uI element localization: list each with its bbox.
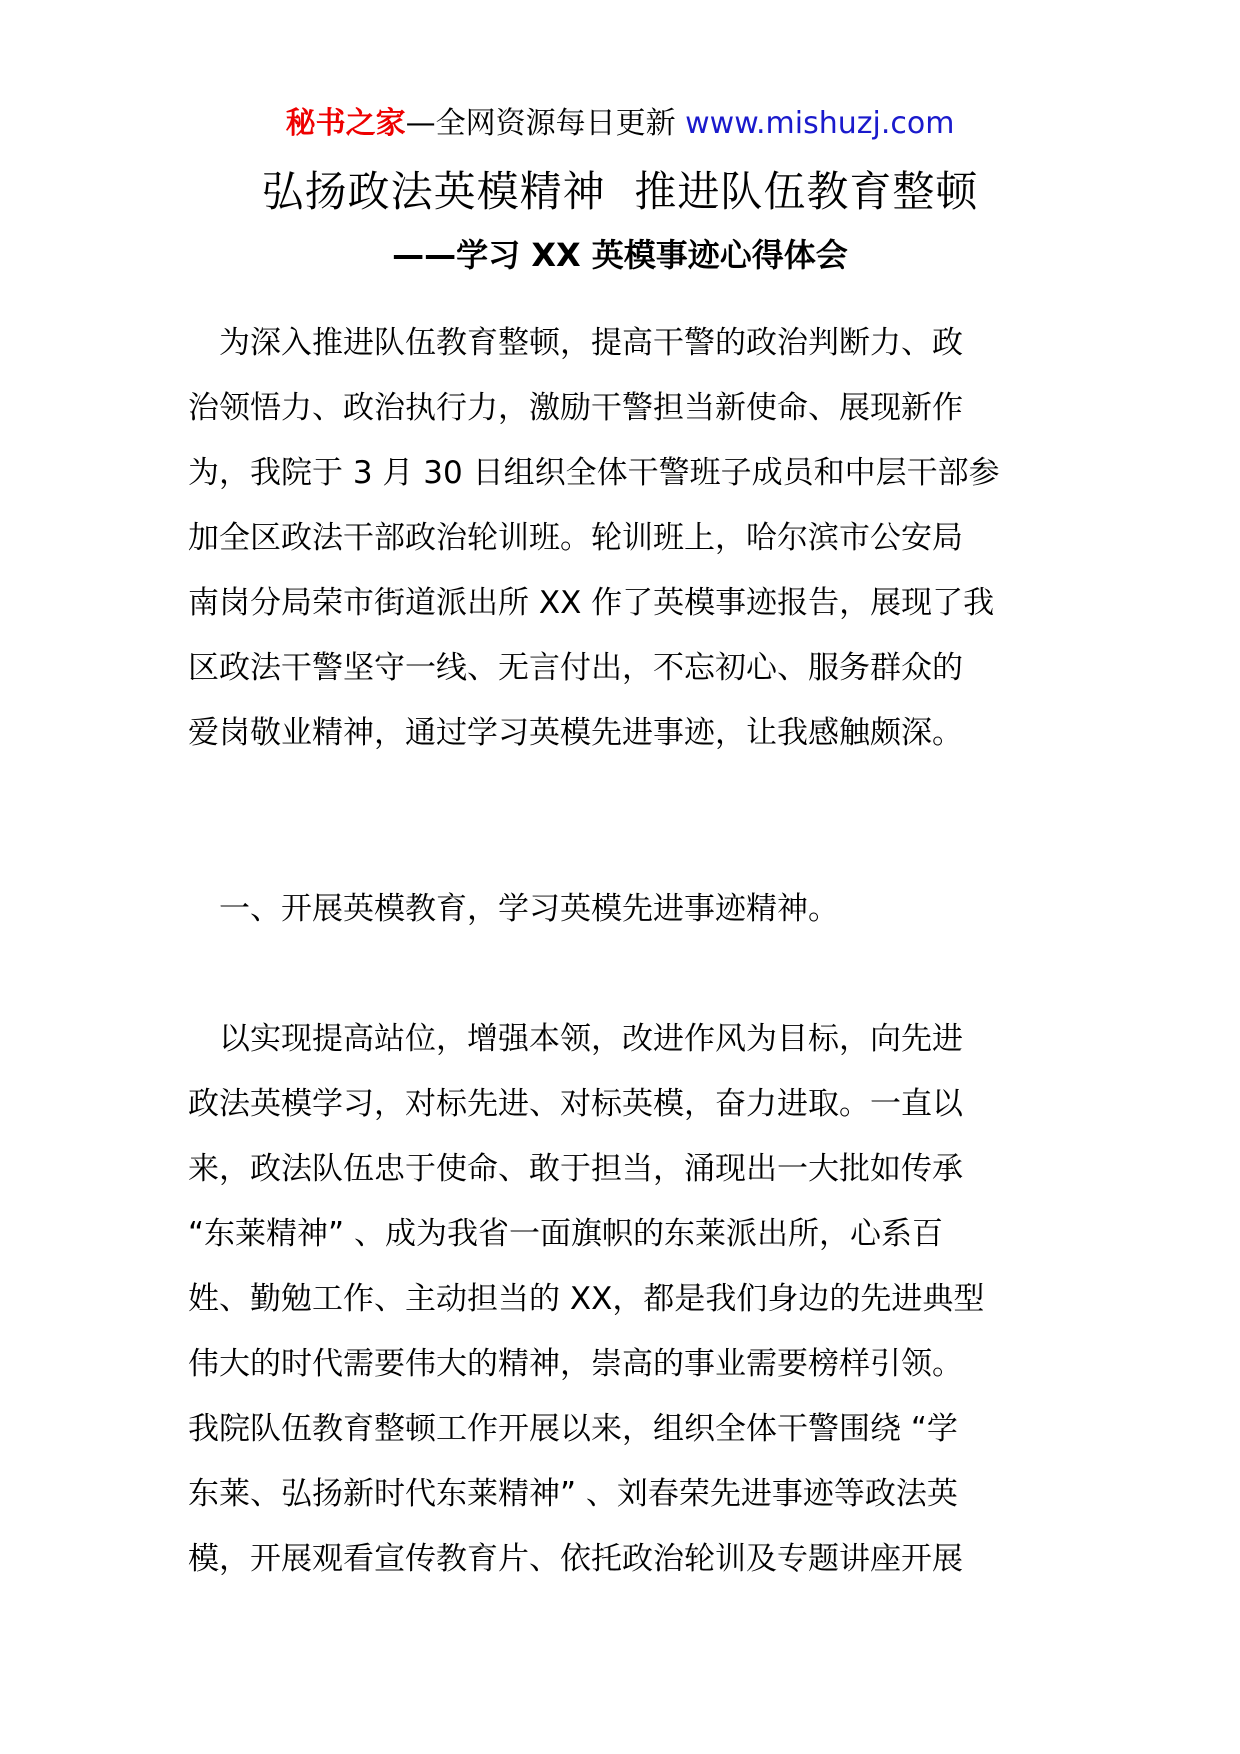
paragraph-line: 为，我院于 3 月 30 日组织全体干警班子成员和中层干部参 (188, 455, 1000, 491)
document-subtitle: ——学习 XX 英模事迹心得体会 (392, 236, 848, 274)
paragraph-line: 模，开展观看宣传教育片、依托政治轮训及专题讲座开展 (188, 1541, 963, 1577)
paragraph-line: 加全区政法干部政治轮训班。轮训班上，哈尔滨市公安局 (188, 520, 963, 556)
section-heading-text: 一、开展英模教育，学习英模先进事迹精神。 (188, 891, 839, 927)
paragraph-line: 以实现提高站位，增强本领，改进作风为目标，向先进 (188, 1021, 963, 1057)
paragraph-line: 为深入推进队伍教育整顿，提高干警的政治判断力、政 (188, 325, 963, 361)
paragraph-line: 来，政法队伍忠于使命、敢于担当，涌现出一大批如传承 (188, 1151, 963, 1187)
site-brand: 秘书之家 (285, 106, 406, 141)
paragraph-line: 伟大的时代需要伟大的精神，崇高的事业需要榜样引领。 (188, 1346, 963, 1382)
paragraph-line: 东莱、弘扬新时代东莱精神” 、刘春荣先进事迹等政法英 (188, 1476, 958, 1512)
paragraph-line: 我院队伍教育整顿工作开展以来，组织全体干警围绕 “学 (188, 1411, 958, 1447)
paragraph-line: 爱岗敬业精神，通过学习英模先进事迹，让我感触颇深。 (188, 715, 963, 751)
paragraph-section-1 (188, 1007, 1060, 1592)
paragraph-line: “东莱精神” 、成为我省一面旗帜的东莱派出所，心系百 (188, 1216, 943, 1252)
paragraph-line: 南岗分局荣市街道派出所 XX 作了英模事迹报告，展现了我 (188, 585, 995, 621)
document-title: 弘扬政法英模精神 推进队伍教育整顿 (261, 167, 979, 216)
site-tagline: —全网资源每日更新 (405, 106, 686, 141)
paragraph-intro (188, 311, 1060, 766)
paragraph-line: 区政法干警坚守一线、无言付出，不忘初心、服务群众的 (188, 650, 963, 686)
site-header (0, 102, 1240, 146)
section-heading-1 (188, 877, 1060, 942)
paragraph-line: 姓、勤勉工作、主动担当的 XX，都是我们身边的先进典型 (188, 1281, 985, 1317)
paragraph-line: 政法英模学习，对标先进、对标英模，奋力进取。一直以 (188, 1086, 963, 1122)
paragraph-line: 治领悟力、政治执行力，激励干警担当新使命、展现新作 (188, 390, 963, 426)
site-url-link[interactable]: www.mishuzj.com (685, 106, 955, 141)
